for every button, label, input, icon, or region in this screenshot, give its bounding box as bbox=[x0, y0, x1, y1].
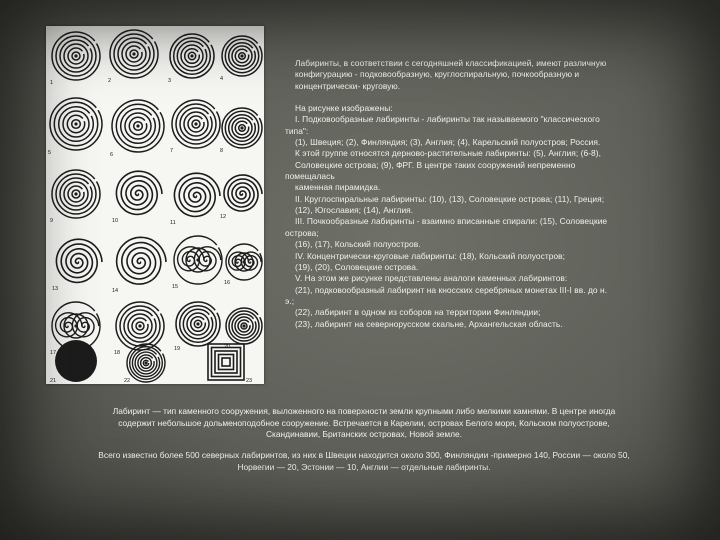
figure-label: 19 bbox=[174, 346, 181, 352]
labyrinth-drawing-23 bbox=[212, 348, 241, 377]
labyrinth-figure bbox=[46, 26, 264, 384]
labyrinth-figure-plate bbox=[46, 26, 264, 384]
text-line: IV. Концентрически-круговые лабиринты: (18), Кольский полуостров; bbox=[295, 250, 566, 261]
text-line: (19), (20), Соловецкие острова. bbox=[295, 261, 419, 272]
text-line: Норвегии — 20, Эстонии — 10, Англии — отдельные лабиринты. bbox=[237, 461, 491, 472]
figure-label: 14 bbox=[112, 288, 119, 294]
text-line: острова; bbox=[285, 227, 319, 238]
labyrinth-drawing-22 bbox=[144, 361, 147, 364]
figure-label: 11 bbox=[170, 220, 176, 226]
intro-line: концентрически- круговую. bbox=[295, 80, 401, 91]
labyrinth-drawing-21-inner bbox=[74, 359, 77, 362]
figure-label: 21 bbox=[50, 378, 57, 384]
labyrinth-drawing-8 bbox=[240, 126, 243, 129]
labyrinth-drawing-12 bbox=[224, 175, 262, 211]
figure-label: 3 bbox=[168, 78, 172, 84]
text-line: Всего известно более 500 северных лабиринтов, из них в Швеции находится около 300, Финляндии -примерно 140, России — около 50, bbox=[98, 450, 630, 460]
main-text-block bbox=[285, 58, 680, 330]
depicted-title: На рисунке изображены: bbox=[295, 103, 393, 114]
labyrinth-drawing-2 bbox=[132, 52, 135, 55]
intro-line: конфигурацию - подковообразную, круглоспиральную, почкообразную и bbox=[295, 69, 580, 80]
text-line: (12), Югославия; (14), Англия. bbox=[295, 205, 414, 216]
text-line: помещалась bbox=[285, 171, 335, 182]
labyrinth-drawing-11 bbox=[174, 173, 220, 216]
figure-label: 2 bbox=[108, 78, 112, 84]
text-line: К этой группе относятся дерново-растительные лабиринты: (5), Англия; (6-8), bbox=[295, 148, 601, 159]
labyrinth-drawing-16 bbox=[242, 260, 245, 263]
figure-label: 4 bbox=[220, 76, 224, 82]
definition-paragraph bbox=[44, 406, 684, 441]
text-line: Скандинавии, Британских островах, Новой земле. bbox=[266, 429, 462, 439]
labyrinth-drawing-15 bbox=[196, 258, 199, 261]
text-line: I. Подковообразные лабиринты - лабиринты так называемого "классического bbox=[295, 114, 600, 125]
text-line: э.; bbox=[285, 295, 295, 306]
intro-line: Лабиринты, в соответствии с сегодняшней классификацией, имеют различную bbox=[295, 58, 607, 68]
text-line: III. Почкообразные лабиринты - взаимно вписанные спирали: (15), Соловецкие bbox=[295, 216, 608, 227]
labyrinth-drawing-9 bbox=[74, 192, 77, 195]
labyrinth-drawing-6 bbox=[136, 124, 139, 127]
labyrinth-drawing-1 bbox=[74, 54, 77, 57]
text-line: типа": bbox=[285, 125, 309, 136]
figure-label: 17 bbox=[50, 350, 57, 356]
labyrinth-drawing-10 bbox=[116, 171, 162, 214]
text-line: Лабиринт — тип каменного сооружения, выложенного на поверхности земли крупными либо мелкими камнями. В центре иногда bbox=[112, 406, 616, 416]
labyrinth-drawing-18 bbox=[138, 324, 141, 327]
figure-label: 8 bbox=[220, 148, 224, 154]
figure-label: 23 bbox=[246, 378, 253, 384]
text-line: (16), (17), Кольский полуостров. bbox=[295, 239, 421, 250]
text-line: V. На этом же рисунке представлены аналоги каменных лабиринтов: bbox=[295, 273, 568, 284]
figure-label: 10 bbox=[112, 218, 119, 224]
figure-label: 16 bbox=[224, 280, 231, 286]
text-line: (22), лабиринт в одном из соборов на территории Финляндии; bbox=[295, 307, 541, 318]
text-line: (21), подковообразный лабиринт на кносских серебряных монетах III-I вв. до н. bbox=[295, 284, 608, 295]
text-line: (23), лабиринт на севернорусском скальне, Архангельская область. bbox=[295, 318, 563, 329]
labyrinth-drawing-5 bbox=[74, 122, 77, 125]
figure-label: 22 bbox=[124, 378, 131, 384]
figure-label: 20 bbox=[224, 344, 231, 350]
labyrinth-drawing-3 bbox=[190, 54, 193, 57]
figure-label: 1 bbox=[50, 80, 54, 86]
labyrinth-drawing-17 bbox=[74, 324, 77, 327]
statistics-paragraph bbox=[44, 450, 684, 473]
text-line: Соловецкие острова; (9), ФРГ. В центре таких сооружений непременно bbox=[295, 159, 576, 170]
figure-label: 7 bbox=[170, 148, 174, 154]
labyrinth-drawing-19 bbox=[196, 322, 199, 325]
figure-label: 6 bbox=[110, 152, 114, 158]
labyrinth-drawing-4 bbox=[240, 54, 243, 57]
figure-label: 5 bbox=[48, 150, 52, 156]
text-line: (1), Швеция; (2), Финляндия; (3), Англия; (4), Карельский полуостров; Россия. bbox=[295, 137, 601, 148]
figure-label: 15 bbox=[172, 284, 179, 290]
labyrinth-drawing-13 bbox=[56, 239, 102, 282]
labyrinth-drawing-23 bbox=[219, 355, 234, 370]
labyrinth-drawing-14 bbox=[117, 237, 166, 284]
labyrinth-drawing-7 bbox=[194, 122, 197, 125]
figure-label: 18 bbox=[114, 350, 121, 356]
labyrinth-drawing-20 bbox=[242, 324, 245, 327]
figure-label: 12 bbox=[220, 214, 227, 220]
labyrinth-drawing-23 bbox=[222, 358, 230, 366]
figure-label: 9 bbox=[50, 218, 54, 224]
text-line: каменная пирамидка. bbox=[295, 182, 381, 193]
text-line: II. Круглоспиральные лабиринты: (10), (13), Соловецкие острова; (11), Греция; bbox=[295, 193, 605, 204]
text-line: содержит небольшое дольменоподобное сооружение. Встречается в Карелии, островах Белого моря, Кольском полуострове, bbox=[118, 417, 610, 428]
figure-label: 13 bbox=[52, 286, 59, 292]
